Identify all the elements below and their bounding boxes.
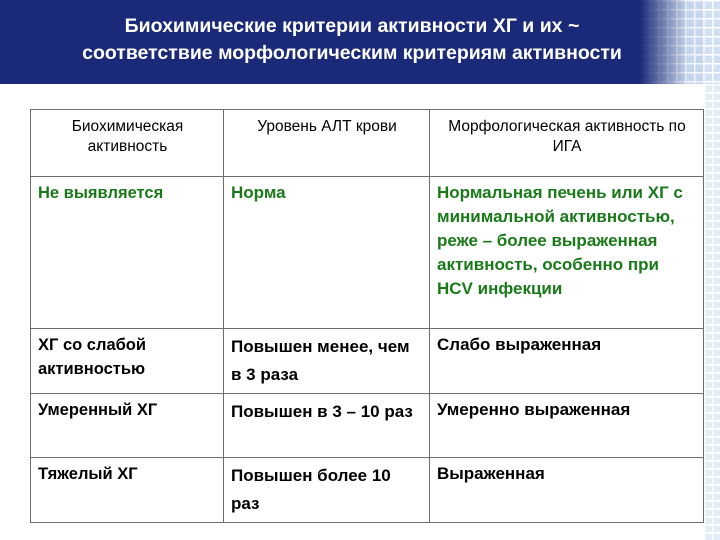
table-row [31,458,704,523]
header-biochemical-activity: Биохимическая активность [31,110,224,177]
criteria-table [30,109,704,523]
cell-morphological: Слабо выраженная [430,329,704,394]
slide-title-line-1: Биохимические критерии активности ХГ и их ~ [124,15,580,37]
table-row [31,394,704,458]
cell-morphological: Нормальная печень или ХГ с минимальной активностью, реже – более выраженная активность, особенно при HCV инфекции [430,177,704,329]
cell-morphological: Выраженная [430,458,704,523]
header-alt-level: Уровень АЛТ крови [224,110,430,177]
table-header-row [31,110,704,177]
slide-title-line-2: соответствие морфологическим критериям активности [82,42,622,64]
cell-alt: Норма [224,177,430,329]
cell-morphological: Умеренно выраженная [430,394,704,458]
cell-alt: Повышен в 3 – 10 раз [224,394,430,458]
header-morphological-activity: Морфологическая активность по ИГА [430,110,704,177]
table-row [31,177,704,329]
cell-biochemical: Умеренный ХГ [31,394,224,458]
cell-biochemical: ХГ со слабой активностью [31,329,224,394]
cell-alt: Повышен более 10 раз [224,458,430,523]
cell-biochemical: Тяжелый ХГ [31,458,224,523]
slide-title [0,0,704,84]
cell-alt: Повышен менее, чем в 3 раза [224,329,430,394]
grid-decoration-side [704,84,720,540]
table-row [31,329,704,394]
cell-biochemical: Не выявляется [31,177,224,329]
grid-decoration-fade [640,0,720,84]
